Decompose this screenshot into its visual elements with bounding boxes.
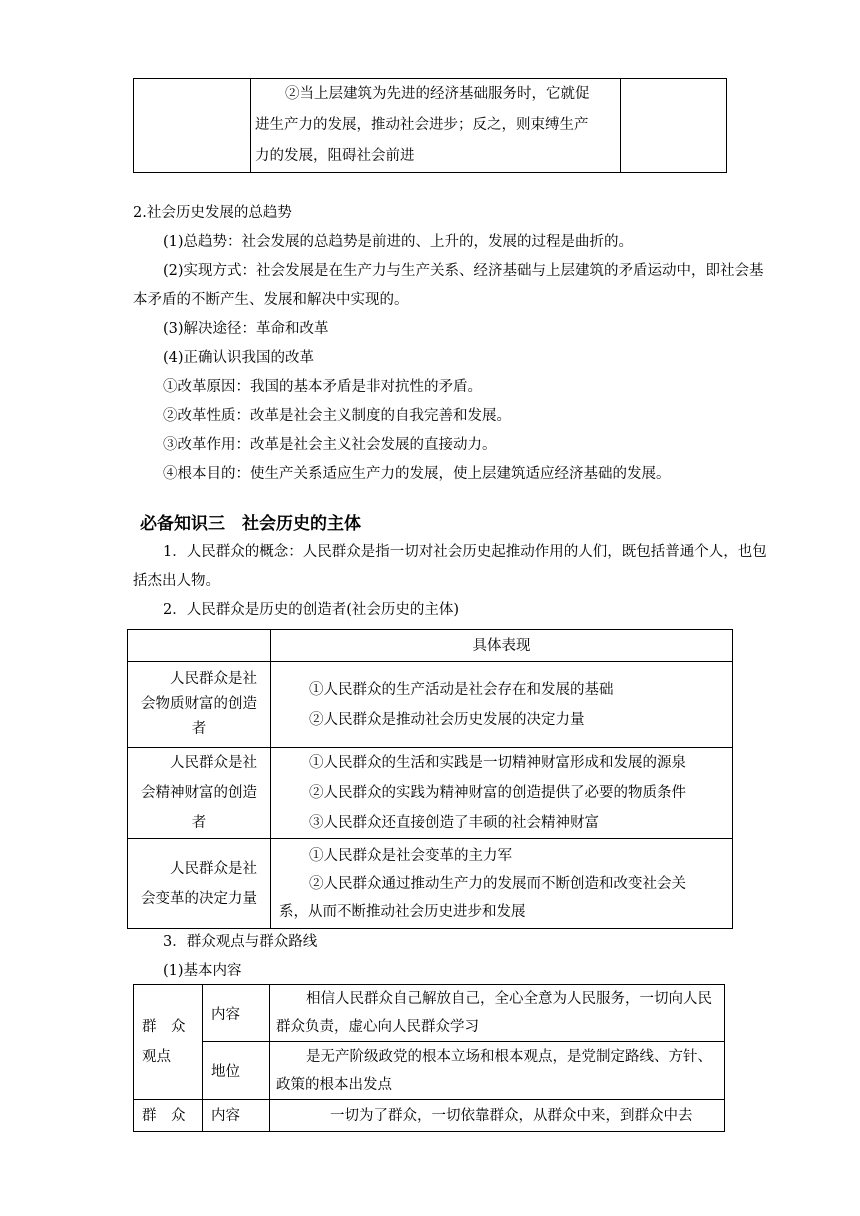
top-table	[133, 78, 727, 173]
paragraph: 2．人民群众是历史的创造者(社会历史的主体)	[163, 602, 460, 618]
paragraph: (1)基本内容	[163, 963, 242, 979]
mass-table-key: 内容	[203, 985, 270, 1042]
content-line: ①人民群众的生产活动是社会存在和发展的基础	[309, 681, 614, 698]
paragraph: (4)正确认识我国的改革	[163, 350, 315, 366]
people-table-row-label	[128, 662, 271, 748]
section-heading: 必备知识三 社会历史的主体	[140, 514, 361, 534]
list-item: ③改革作用：改革是社会主义社会发展的直接动力。	[163, 437, 497, 453]
mass-table-group-label	[134, 985, 203, 1100]
paragraph: 本矛盾的不断产生、发展和解决中实现的。	[133, 292, 409, 308]
value-line: 群众负责，虚心向人民群众学习	[276, 1019, 479, 1035]
value-line: 是无产阶级政党的根本立场和根本观点，是党制定路线、方针、	[306, 1048, 712, 1065]
top-table-line: 力的发展，阻碍社会前进	[255, 148, 415, 164]
people-table-header: 具体表现	[271, 630, 733, 662]
label-line: 人民群众是社	[170, 671, 257, 687]
label-line: 者	[191, 721, 207, 737]
label-line: 人民群众是社	[170, 860, 257, 877]
list-item: ②改革性质：改革是社会主义制度的自我完善和发展。	[163, 408, 511, 424]
people-table-row-label	[128, 748, 271, 839]
content-line: ①人民群众是社会变革的主力军	[309, 847, 512, 864]
top-table-line: ②当上层建筑为先进的经济基础服务时，它就促	[285, 86, 590, 102]
value-line: 政策的根本出发点	[276, 1076, 392, 1093]
people-table-row-label	[128, 839, 271, 929]
content-line: ③人民群众还直接创造了丰硕的社会精神财富	[309, 815, 599, 831]
paragraph: (3)解决途径：革命和改革	[163, 321, 329, 337]
label-line: 会精神财富的创造	[141, 785, 257, 801]
content-line: ②人民群众通过推动生产力的发展而不断创造和改变社会关	[309, 875, 686, 892]
people-table-header-empty	[128, 630, 271, 662]
top-table-cell-empty-right	[621, 79, 727, 173]
content-line: ①人民群众的生活和实践是一切精神财富形成和发展的源泉	[309, 755, 686, 771]
paragraph: 括杰出人物。	[133, 573, 220, 589]
mass-table-value: 一切为了群众，一切依靠群众，从群众中来，到群众中去	[270, 1100, 725, 1132]
label-line: 会物质财富的创造	[141, 696, 257, 712]
people-table-row-content	[271, 748, 733, 839]
people-table	[127, 629, 733, 929]
content-line: ②人民群众的实践为精神财富的创造提供了必要的物质条件	[309, 785, 686, 801]
content-line: ②人民群众是推动社会历史发展的决定力量	[309, 711, 585, 728]
top-table-cell-content	[251, 79, 621, 173]
group-label-line: 群 众	[142, 1019, 186, 1035]
mass-table-value	[270, 985, 725, 1042]
top-table-cell-empty-left	[134, 79, 251, 173]
mass-table-key: 地位	[203, 1042, 270, 1100]
section-title: 3．群众观点与群众路线	[163, 934, 318, 950]
list-item: ①改革原因：我国的基本矛盾是非对抗性的矛盾。	[163, 379, 482, 395]
people-table-row-content	[271, 839, 733, 929]
people-table-row-content	[271, 662, 733, 748]
group-label-line: 观点	[142, 1049, 171, 1065]
list-item: ④根本目的：使生产关系适应生产力的发展，使上层建筑适应经济基础的发展。	[163, 466, 671, 482]
content-line: 系，从而不断推动社会历史进步和发展	[279, 903, 526, 920]
mass-line-table	[133, 984, 725, 1132]
paragraph: (1)总趋势：社会发展的总趋势是前进的、上升的，发展的过程是曲折的。	[163, 234, 634, 250]
top-table-line: 进生产力的发展，推动社会进步；反之，则束缚生产	[255, 117, 589, 133]
label-line: 会变革的决定力量	[141, 890, 257, 907]
section-title: 2.社会历史发展的总趋势	[133, 205, 292, 221]
paragraph: (2)实现方式：社会发展是在生产力与生产关系、经济基础与上层建筑的矛盾运动中，即社会基	[163, 263, 764, 279]
label-line: 者	[191, 815, 207, 831]
paragraph: 1．人民群众的概念：人民群众是指一切对社会历史起推动作用的人们，既包括普通个人，也包	[163, 544, 767, 560]
mass-table-group-label: 群 众	[134, 1100, 203, 1132]
label-line: 人民群众是社	[170, 755, 257, 771]
mass-table-value	[270, 1042, 725, 1100]
value-line: 相信人民群众自己解放自己，全心全意为人民服务，一切向人民	[306, 991, 712, 1007]
mass-table-key: 内容	[203, 1100, 270, 1132]
